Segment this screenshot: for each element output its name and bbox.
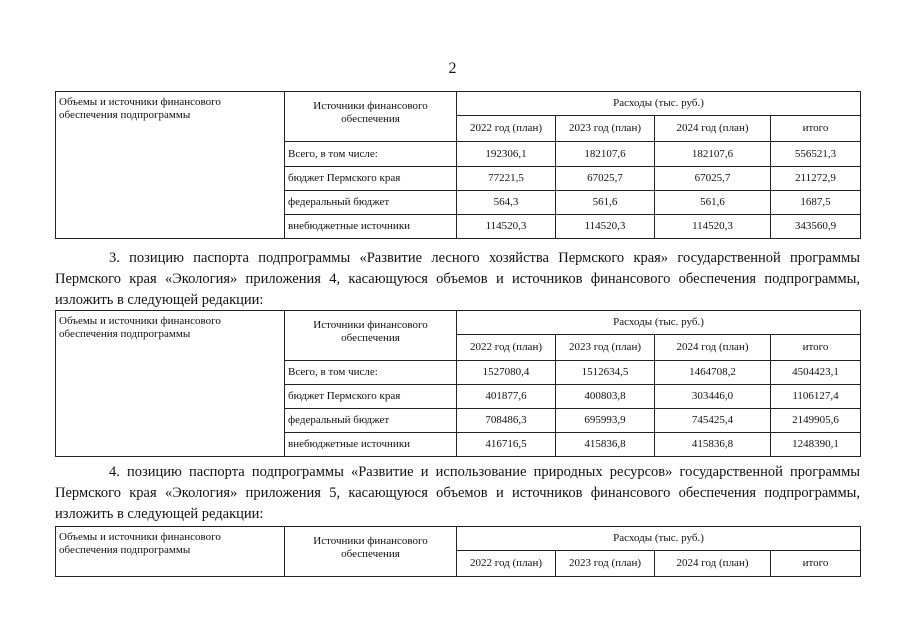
year-header: 2024 год (план): [655, 116, 771, 142]
expenses-header: Расходы (тыс. руб.): [457, 311, 861, 335]
finance-table-1: [55, 91, 861, 239]
expenses-header: Расходы (тыс. руб.): [457, 92, 861, 116]
expenses-header: Расходы (тыс. руб.): [457, 527, 861, 551]
cell-value: 67025,7: [556, 167, 655, 191]
finance-table-3: [55, 526, 861, 577]
cell-value: 708486,3: [457, 409, 556, 433]
finance-table-2: [55, 310, 861, 457]
cell-value: 561,6: [655, 191, 771, 215]
cell-value: 564,3: [457, 191, 556, 215]
cell-value: 401877,6: [457, 385, 556, 409]
cell-value: 695993,9: [556, 409, 655, 433]
year-header: 2023 год (план): [556, 335, 655, 361]
cell-value: 182107,6: [655, 142, 771, 167]
cell-value: 343560,9: [771, 215, 861, 239]
cell-value: 4504423,1: [771, 361, 861, 385]
table-label: Объемы и источники финансового обеспечения подпрограммы: [56, 311, 285, 457]
cell-value: 415836,8: [556, 433, 655, 457]
year-header: 2022 год (план): [457, 335, 556, 361]
cell-value: 114520,3: [655, 215, 771, 239]
cell-value: 1106127,4: [771, 385, 861, 409]
page-number: 2: [448, 60, 457, 77]
cell-value: 1527080,4: [457, 361, 556, 385]
row-name: Всего, в том числе:: [285, 361, 457, 385]
cell-value: 561,6: [556, 191, 655, 215]
cell-value: 1512634,5: [556, 361, 655, 385]
cell-value: 114520,3: [457, 215, 556, 239]
cell-value: 556521,3: [771, 142, 861, 167]
year-header: 2022 год (план): [457, 116, 556, 142]
cell-value: 1687,5: [771, 191, 861, 215]
year-header: 2023 год (план): [556, 551, 655, 577]
cell-value: 1248390,1: [771, 433, 861, 457]
paragraph-3: 3. позицию паспорта подпрограммы «Развитие лесного хозяйства Пермского края» государственной программы Пермского края «Экология» приложения 4, касающуюся объемов и источников финансового обеспечения подпрограммы, изложить в следующей редакции:: [55, 250, 860, 308]
cell-value: 745425,4: [655, 409, 771, 433]
year-header: 2024 год (план): [655, 551, 771, 577]
sources-header: Источники финансового обеспечения: [285, 527, 457, 577]
cell-value: 182107,6: [556, 142, 655, 167]
cell-value: 415836,8: [655, 433, 771, 457]
total-header: итого: [771, 335, 861, 361]
table-label: Объемы и источники финансового обеспечения подпрограммы: [56, 92, 285, 239]
row-name: федеральный бюджет: [285, 409, 457, 433]
cell-value: 211272,9: [771, 167, 861, 191]
year-header: 2024 год (план): [655, 335, 771, 361]
row-name: внебюджетные источники: [285, 215, 457, 239]
year-header: 2022 год (план): [457, 551, 556, 577]
cell-value: 192306,1: [457, 142, 556, 167]
cell-value: 416716,5: [457, 433, 556, 457]
row-name: Всего, в том числе:: [285, 142, 457, 167]
row-name: федеральный бюджет: [285, 191, 457, 215]
sources-header: Источники финансового обеспечения: [285, 92, 457, 142]
cell-value: 1464708,2: [655, 361, 771, 385]
cell-value: 77221,5: [457, 167, 556, 191]
cell-value: 303446,0: [655, 385, 771, 409]
cell-value: 2149905,6: [771, 409, 861, 433]
table-label: Объемы и источники финансового обеспечения подпрограммы: [56, 527, 285, 577]
year-header: 2023 год (план): [556, 116, 655, 142]
row-name: бюджет Пермского края: [285, 167, 457, 191]
cell-value: 67025,7: [655, 167, 771, 191]
row-name: внебюджетные источники: [285, 433, 457, 457]
cell-value: 114520,3: [556, 215, 655, 239]
total-header: итого: [771, 551, 861, 577]
sources-header: Источники финансового обеспечения: [285, 311, 457, 361]
row-name: бюджет Пермского края: [285, 385, 457, 409]
total-header: итого: [771, 116, 861, 142]
paragraph-4: 4. позицию паспорта подпрограммы «Развитие и использование природных ресурсов» государственной программы Пермского края «Экология» приложения 5, касающуюся объемов и источников финансового обеспечения подпрограммы, изложить в следующей редакции:: [55, 464, 860, 522]
cell-value: 400803,8: [556, 385, 655, 409]
